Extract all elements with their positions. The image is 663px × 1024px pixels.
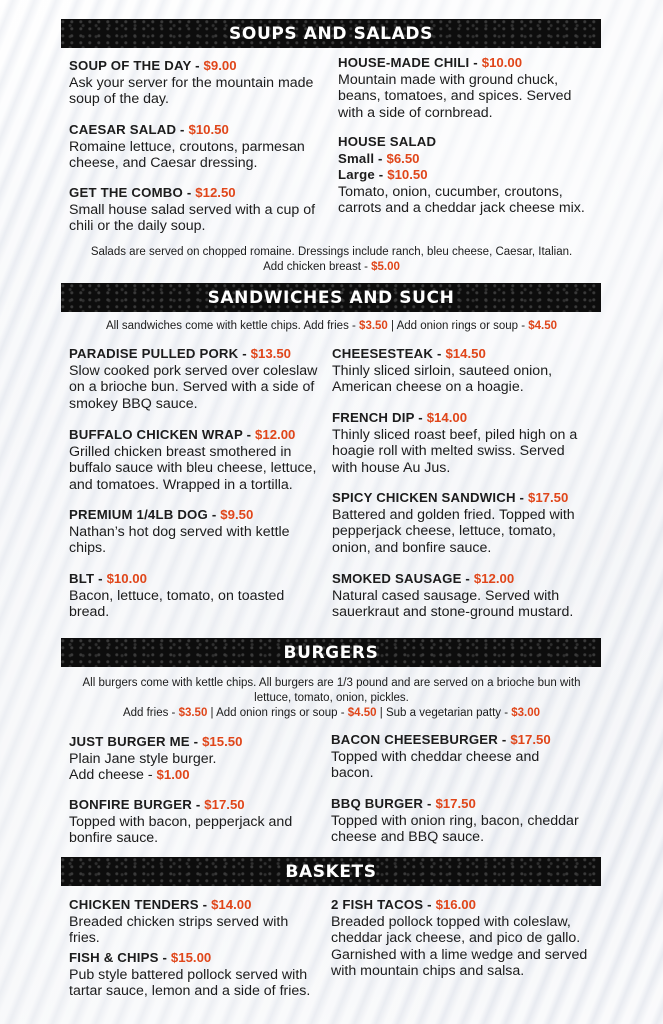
item-description: Topped with bacon, pepperjack and bonfire sauce. xyxy=(69,813,293,846)
menu-item-blt xyxy=(69,571,299,621)
item-description: Pub style battered pollock served with tartar sauce, lemon and a side of fries. xyxy=(69,966,311,999)
item-description: Thinly sliced roast beef, piled high on a hoagie roll with melted swiss. Served with house Au Jus. xyxy=(332,426,578,476)
item-description: Ask your server for the mountain made soup of the day. xyxy=(69,74,314,107)
menu-item-caesar-salad xyxy=(69,122,327,172)
item-price: $12.00 xyxy=(255,427,296,442)
note-price: $3.50 xyxy=(178,707,208,719)
item-price: $10.50 xyxy=(188,122,229,137)
item-price: $12.00 xyxy=(473,571,515,586)
menu-item-buffalo-chicken-wrap xyxy=(69,427,325,493)
item-name: PARADISE PULLED PORK - xyxy=(69,346,251,361)
size-price-small: $6.50 xyxy=(386,150,420,166)
section-header-baskets xyxy=(61,857,601,886)
item-description: Romaine lettuce, croutons, parmesan cheese, and Caesar dressing. xyxy=(69,138,305,171)
item-description: Topped with onion ring, bacon, cheddar cheese and BBQ sauce. xyxy=(331,812,579,845)
item-name: 2 FISH TACOS - xyxy=(331,897,436,912)
item-description: Natural cased sausage. Served with sauerkraut and stone-ground mustard. xyxy=(332,587,574,620)
note-text: Add chicken breast - xyxy=(263,261,372,273)
add-on-label: Add cheese - xyxy=(69,767,157,783)
menu-item-cheesesteak xyxy=(332,346,588,396)
section-title: BURGERS xyxy=(283,642,379,663)
item-price: $9.50 xyxy=(220,507,254,522)
item-name: BONFIRE BURGER - xyxy=(69,797,205,812)
note-text: | Add onion rings or soup - xyxy=(207,707,348,719)
item-name: CHEESESTEAK - xyxy=(332,346,446,361)
note-line: Salads are served on chopped romaine. Dressings include ranch, bleu cheese, Caesar, Italian. xyxy=(90,246,573,258)
item-name: SOUP OF THE DAY - xyxy=(69,58,204,73)
menu-item-bonfire-burger xyxy=(69,797,309,847)
note-line: All burgers come with kettle chips. All burgers are 1/3 pound and are served on a brioche bun with lettuce, tomato, onion, pickles. xyxy=(82,677,581,704)
menu-item-paradise-pulled-pork xyxy=(69,346,323,412)
item-price: $12.50 xyxy=(195,185,236,200)
item-price: $15.00 xyxy=(170,950,212,965)
note-price: $3.00 xyxy=(511,707,541,719)
item-name: PREMIUM 1/4LB DOG - xyxy=(69,507,221,522)
item-name: BBQ BURGER - xyxy=(331,796,436,811)
salads-note xyxy=(40,245,623,275)
item-price: $10.00 xyxy=(481,55,523,70)
note-text: | Add onion rings or soup - xyxy=(387,320,529,332)
note-text: Add fries - xyxy=(122,707,179,719)
item-name: HOUSE-MADE CHILI - xyxy=(338,55,482,70)
item-price: $15.50 xyxy=(202,734,243,749)
item-name: JUST BURGER ME - xyxy=(69,734,203,749)
item-price: $14.00 xyxy=(211,897,252,912)
menu-item-fish-tacos xyxy=(331,897,593,980)
item-price: $17.50 xyxy=(435,796,476,811)
menu-item-french-dip xyxy=(332,410,588,476)
sandwiches-note xyxy=(40,319,623,334)
item-price: $17.50 xyxy=(204,797,245,812)
item-description: Small house salad served with a cup of chili or the daily soup. xyxy=(69,201,316,234)
item-name: SPICY CHICKEN SANDWICH - xyxy=(332,490,528,505)
menu-item-bbq-burger xyxy=(331,796,593,846)
item-price: $14.00 xyxy=(426,410,468,425)
note-text: | Sub a vegetarian patty - xyxy=(376,707,512,719)
menu-item-premium-dog xyxy=(69,507,299,557)
menu-item-house-made-chili xyxy=(338,55,588,121)
section-title: SOUPS AND SALADS xyxy=(229,23,433,44)
item-description: Battered and golden fried. Topped with pepperjack cheese, lettuce, tomato, onion, and bonfire sauce. xyxy=(332,506,575,556)
item-price: $10.00 xyxy=(106,571,147,586)
item-description: Slow cooked pork served over coleslaw on a brioche bun. Served with a side of smokey BBQ sauce. xyxy=(69,362,318,412)
item-name: BLT - xyxy=(69,571,107,586)
note-price: $5.00 xyxy=(371,261,400,273)
menu-item-soup-of-the-day xyxy=(69,58,327,108)
item-description: Mountain made with ground chuck, beans, tomatoes, and spices. Served with a side of cornbread. xyxy=(338,71,572,121)
item-price: $14.50 xyxy=(445,346,486,361)
section-header-sandwiches xyxy=(61,283,601,312)
menu-item-spicy-chicken-sandwich xyxy=(332,490,594,556)
section-title: SANDWICHES AND SUCH xyxy=(207,287,455,308)
item-name: CAESAR SALAD - xyxy=(69,122,189,137)
item-price: $13.50 xyxy=(250,346,292,361)
add-on-price: $1.00 xyxy=(156,767,190,782)
item-name: HOUSE SALAD xyxy=(338,134,437,149)
item-description: Tomato, onion, cucumber, croutons, carrots and a cheddar jack cheese mix. xyxy=(338,183,585,216)
burgers-note xyxy=(68,676,595,721)
item-description: Thinly sliced sirloin, sauteed onion, American cheese on a hoagie. xyxy=(332,362,553,395)
menu-item-bacon-cheeseburger xyxy=(331,732,561,782)
item-description: Bacon, lettuce, tomato, on toasted bread. xyxy=(69,587,285,620)
item-name: SMOKED SAUSAGE - xyxy=(332,571,474,586)
item-name: GET THE COMBO - xyxy=(69,185,196,200)
note-text: All sandwiches come with kettle chips. Add fries - xyxy=(105,320,360,332)
item-price: $9.00 xyxy=(203,58,237,73)
item-description: Breaded chicken strips served with fries. xyxy=(69,913,289,946)
note-price: $3.50 xyxy=(359,320,388,332)
item-price: $17.50 xyxy=(528,490,569,505)
item-description: Plain Jane style burger. xyxy=(69,750,217,767)
menu-item-just-burger-me xyxy=(69,734,309,784)
size-price-large: $10.50 xyxy=(387,167,428,182)
item-price: $17.50 xyxy=(510,732,551,747)
item-name: CHICKEN TENDERS - xyxy=(69,897,212,912)
menu-item-get-the-combo xyxy=(69,185,327,235)
menu-item-chicken-tenders xyxy=(69,897,309,947)
item-description: Grilled chicken breast smothered in buffalo sauce with bleu cheese, lettuce, and tomatoes. Wrapped in a tortilla. xyxy=(69,443,317,493)
item-name: FISH & CHIPS - xyxy=(69,950,171,965)
menu-item-smoked-sausage xyxy=(332,571,594,621)
item-name: BUFFALO CHICKEN WRAP - xyxy=(69,427,256,442)
item-description: Topped with cheddar cheese and bacon. xyxy=(331,748,540,781)
item-name: BACON CHEESEBURGER - xyxy=(331,732,511,747)
note-price: $4.50 xyxy=(347,707,377,719)
item-name: FRENCH DIP - xyxy=(332,410,427,425)
item-description: Breaded pollock topped with coleslaw, cheddar jack cheese, and pico de gallo. Garnished with a lime wedge and served with mountain chips and salsa. xyxy=(331,913,588,979)
section-title: BASKETS xyxy=(285,861,377,882)
section-header-soups xyxy=(61,19,601,48)
item-price: $16.00 xyxy=(435,897,476,912)
item-description: Nathan’s hot dog served with kettle chips. xyxy=(69,523,290,556)
menu-item-house-salad xyxy=(338,134,600,217)
size-label-large: Large - xyxy=(338,167,388,182)
section-header-burgers xyxy=(61,638,601,667)
size-label-small: Small - xyxy=(338,150,387,166)
menu-item-fish-and-chips xyxy=(69,950,324,1000)
note-price: $4.50 xyxy=(528,320,558,332)
